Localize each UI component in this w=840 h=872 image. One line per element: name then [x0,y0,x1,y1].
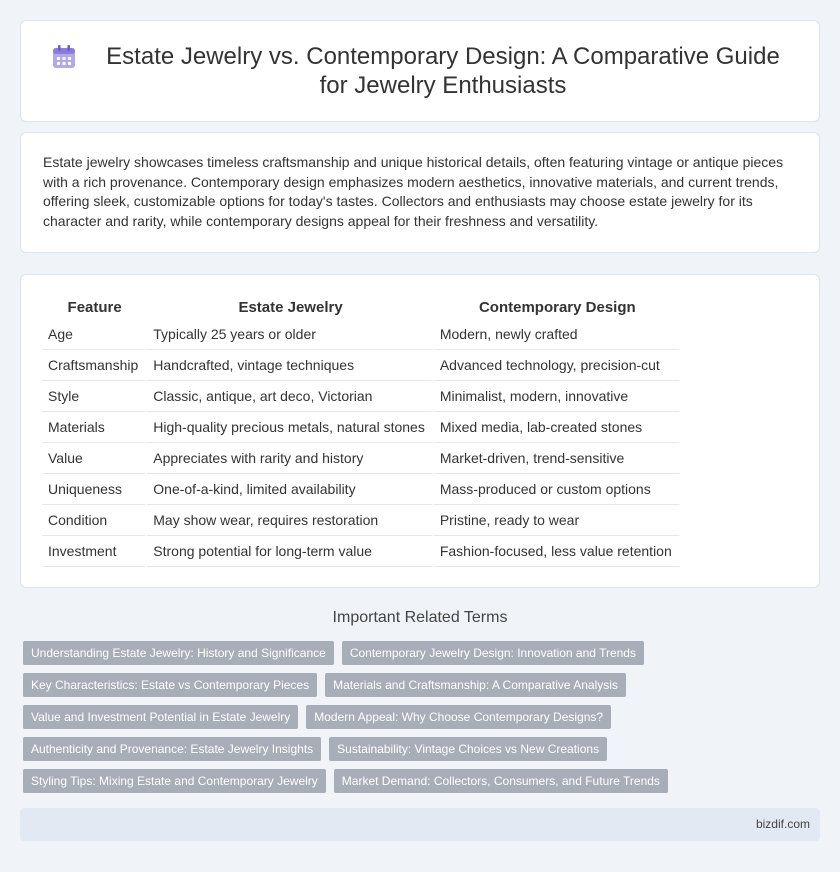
table-row [42,536,681,567]
table-cell: Uniqueness [42,474,147,505]
table-cell: Craftsmanship [42,350,147,381]
related-term-link[interactable]: Sustainability: Vintage Choices vs New Creations [329,737,607,761]
intro-paragraph: Estate jewelry showcases timeless craftsmanship and unique historical details, often featuring vintage or antique pieces with a rich provenance. Contemporary design emphasizes modern aesthetics, innovative materials, and current trends, offering sleek, customizable options for today's tastes. Collectors and enthusiasts may choose estate jewelry for its character and rarity, while contemporary designs appeal for their freshness and versatility. [43,154,784,229]
comparison-table [42,296,681,567]
table-cell: Age [42,319,147,350]
related-terms-list [23,641,823,801]
tag-row [23,769,823,793]
related-term-link[interactable]: Value and Investment Potential in Estate Jewelry [23,705,298,729]
footer [20,808,820,841]
table-cell: Materials [42,412,147,443]
related-term-link[interactable]: Key Characteristics: Estate vs Contemporary Pieces [23,673,317,697]
table-cell: Mass-produced or custom options [434,474,681,505]
table-cell: Condition [42,505,147,536]
table-row [42,412,681,443]
related-term-link[interactable]: Contemporary Jewelry Design: Innovation and Trends [342,641,644,665]
table-cell: Handcrafted, vintage techniques [147,350,434,381]
related-term-link[interactable]: Materials and Craftsmanship: A Comparative Analysis [325,673,626,697]
table-cell: Value [42,443,147,474]
site-name[interactable]: bizdif.com [755,817,810,831]
related-terms-heading: Important Related Terms [332,609,508,626]
table-cell: One-of-a-kind, limited availability [147,474,434,505]
table-row [42,381,681,412]
related-term-link[interactable]: Understanding Estate Jewelry: History and Significance [23,641,334,665]
table-cell: Strong potential for long-term value [147,536,434,567]
table-cell: Typically 25 years or older [147,319,434,350]
table-cell: Advanced technology, precision-cut [434,350,681,381]
related-term-link[interactable]: Authenticity and Provenance: Estate Jewelry Insights [23,737,321,761]
table-cell: Pristine, ready to wear [434,505,681,536]
table-cell: High-quality precious metals, natural stones [147,412,434,443]
table-cell: Modern, newly crafted [434,319,681,350]
page-title: Estate Jewelry vs. Contemporary Design: A Comparative Guide for Jewelry Enthusiasts [106,43,780,99]
related-term-link[interactable]: Modern Appeal: Why Choose Contemporary Designs? [306,705,611,729]
related-term-link[interactable]: Styling Tips: Mixing Estate and Contemporary Jewelry [23,769,326,793]
intro-card [20,132,820,253]
table-header-row [42,296,681,319]
table-row [42,474,681,505]
related-term-link[interactable]: Market Demand: Collectors, Consumers, and Future Trends [334,769,668,793]
tag-row [23,737,823,761]
table-cell: Minimalist, modern, innovative [434,381,681,412]
table-cell: Market-driven, trend-sensitive [434,443,681,474]
table-row [42,443,681,474]
table-cell: Mixed media, lab-created stones [434,412,681,443]
header-feature: Feature [67,299,122,316]
table-cell: Classic, antique, art deco, Victorian [147,381,434,412]
table-cell: Style [42,381,147,412]
calendar-icon [51,44,77,70]
header-card [20,20,820,122]
header-estate: Estate Jewelry [238,299,343,316]
table-cell: May show wear, requires restoration [147,505,434,536]
header-contemporary: Contemporary Design [478,299,636,316]
table-row [42,505,681,536]
tag-row [23,673,823,697]
table-cell: Appreciates with rarity and history [147,443,434,474]
tag-row [23,705,823,729]
table-row [42,350,681,381]
comparison-card [20,274,820,588]
table-row [42,319,681,350]
table-cell: Investment [42,536,147,567]
tag-row [23,641,823,665]
table-cell: Fashion-focused, less value retention [434,536,681,567]
